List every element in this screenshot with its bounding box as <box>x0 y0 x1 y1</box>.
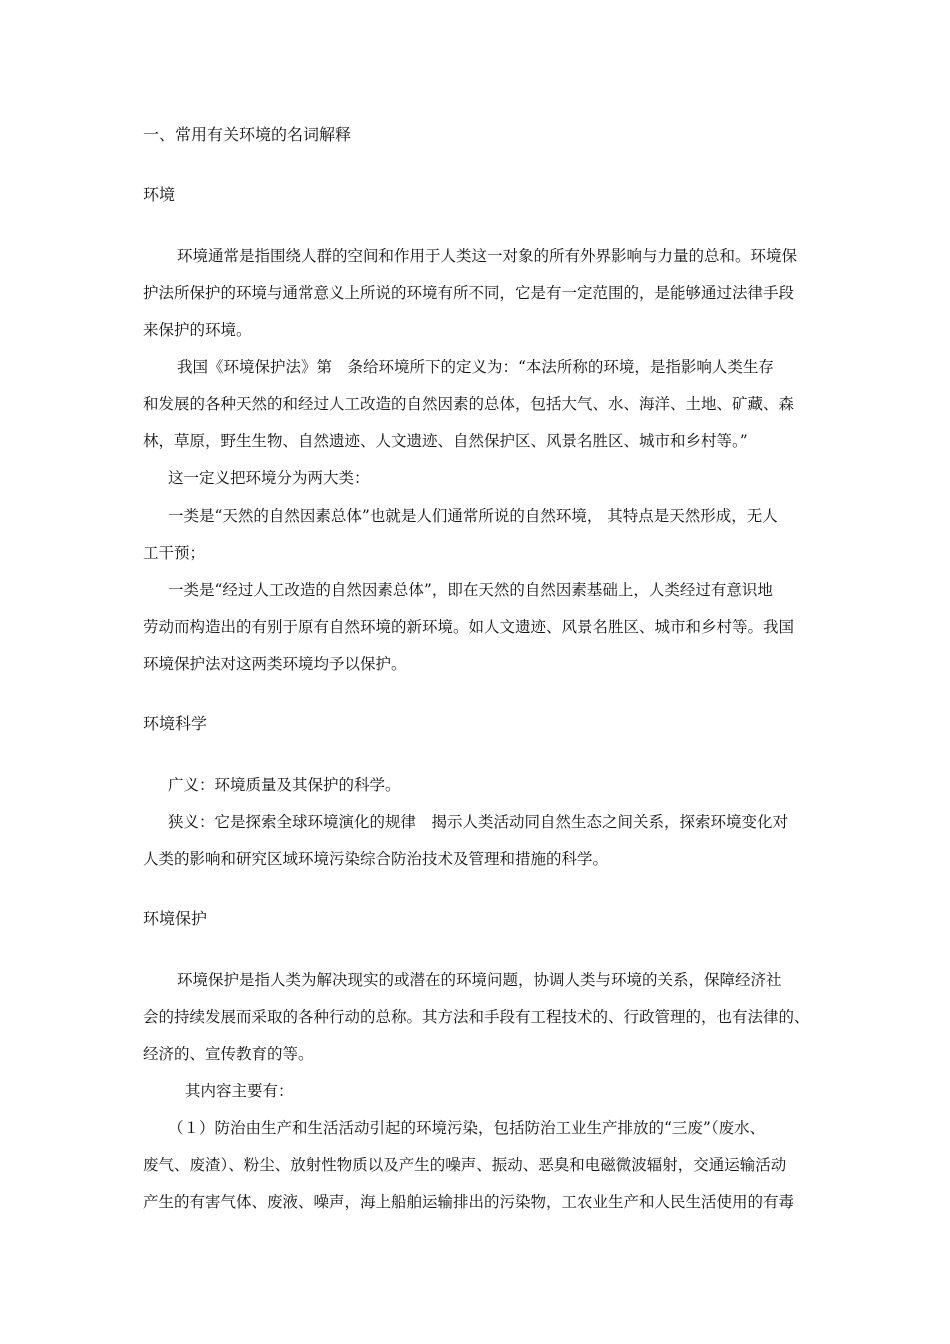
heading-environmental-science: 环境科学 <box>143 714 208 733</box>
section-title: 一、常用有关环境的名词解释 <box>143 125 352 144</box>
protection-paragraph-1-line-2: 会的持续发展而采取的各种行动的总称。其方法和手段有工程技术的、行政管理的，也有法律的、 <box>143 1008 810 1026</box>
protection-item-1-line-2: 废气、废渣）、粉尘、放射性物质以及产生的噪声、振动、恶臭和电磁微波辐射，交通运输活动 <box>143 1156 787 1174</box>
env-paragraph-3: 这一定义把环境分为两大类： <box>168 469 370 487</box>
env-paragraph-1-line-3: 来保护的环境。 <box>143 321 252 339</box>
science-narrow-definition-line-2: 人类的影响和研究区域环境污染综合防治技术及管理和措施的科学。 <box>143 850 609 868</box>
env-paragraph-2-line-3: 林，草原，野生生物、自然遗迹、人文遗迹、自然保护区、风景名胜区、城市和乡村等。” <box>143 432 748 450</box>
env-paragraph-5-line-3: 环境保护法对这两类环境均予以保护。 <box>143 655 407 673</box>
env-paragraph-1-line-2: 护法所保护的环境与通常意义上所说的环境有所不同，它是有一定范围的，是能够通过法律手段 <box>143 284 795 302</box>
science-broad-definition: 广义：环境质量及其保护的科学。 <box>168 776 401 794</box>
env-paragraph-1-line-1: 环境通常是指围绕人群的空间和作用于人类这一对象的所有外界影响与力量的总和。环境保 <box>177 247 798 265</box>
heading-environment: 环境 <box>143 185 176 204</box>
science-narrow-definition-line-1: 狭义：它是探索全球环境演化的规律 揭示人类活动同自然生态之间关系，探索环境变化对 <box>168 813 789 831</box>
protection-paragraph-1-line-1: 环境保护是指人类为解决现实的或潜在的环境问题，协调人类与环境的关系，保障经济社 <box>177 971 782 989</box>
protection-paragraph-1-line-3: 经济的、宣传教育的等。 <box>143 1045 314 1063</box>
protection-paragraph-2: 其内容主要有： <box>185 1082 294 1100</box>
env-paragraph-5-line-1: 一类是“经过人工改造的自然因素总体”，即在天然的自然因素基础上，人类经过有意识地 <box>168 581 773 599</box>
env-paragraph-2-line-2: 和发展的各种天然的和经过人工改造的自然因素的总体，包括大气、水、海洋、土地、矿藏、森 <box>143 395 795 413</box>
protection-item-1-line-1: （１）防治由生产和生活活动引起的环境污染，包括防治工业生产排放的“三废”（废水、 <box>168 1119 766 1137</box>
heading-environmental-protection: 环境保护 <box>143 909 208 928</box>
env-paragraph-4-line-2: 工干预； <box>143 544 206 562</box>
env-paragraph-4-line-1: 一类是“天然的自然因素总体”也就是人们通常所说的自然环境， 其特点是天然形成，无人 <box>168 507 778 525</box>
env-paragraph-5-line-2: 劳动而构造出的有别于原有自然环境的新环境。如人文遗迹、风景名胜区、城市和乡村等。我国 <box>143 618 795 636</box>
env-paragraph-2-line-1: 我国《环境保护法》第 条给环境所下的定义为：“本法所称的环境，是指影响人类生存 <box>177 358 774 376</box>
protection-item-1-line-3: 产生的有害气体、废液、噪声，海上船舶运输排出的污染物，工农业生产和人民生活使用的有毒 <box>143 1193 795 1211</box>
